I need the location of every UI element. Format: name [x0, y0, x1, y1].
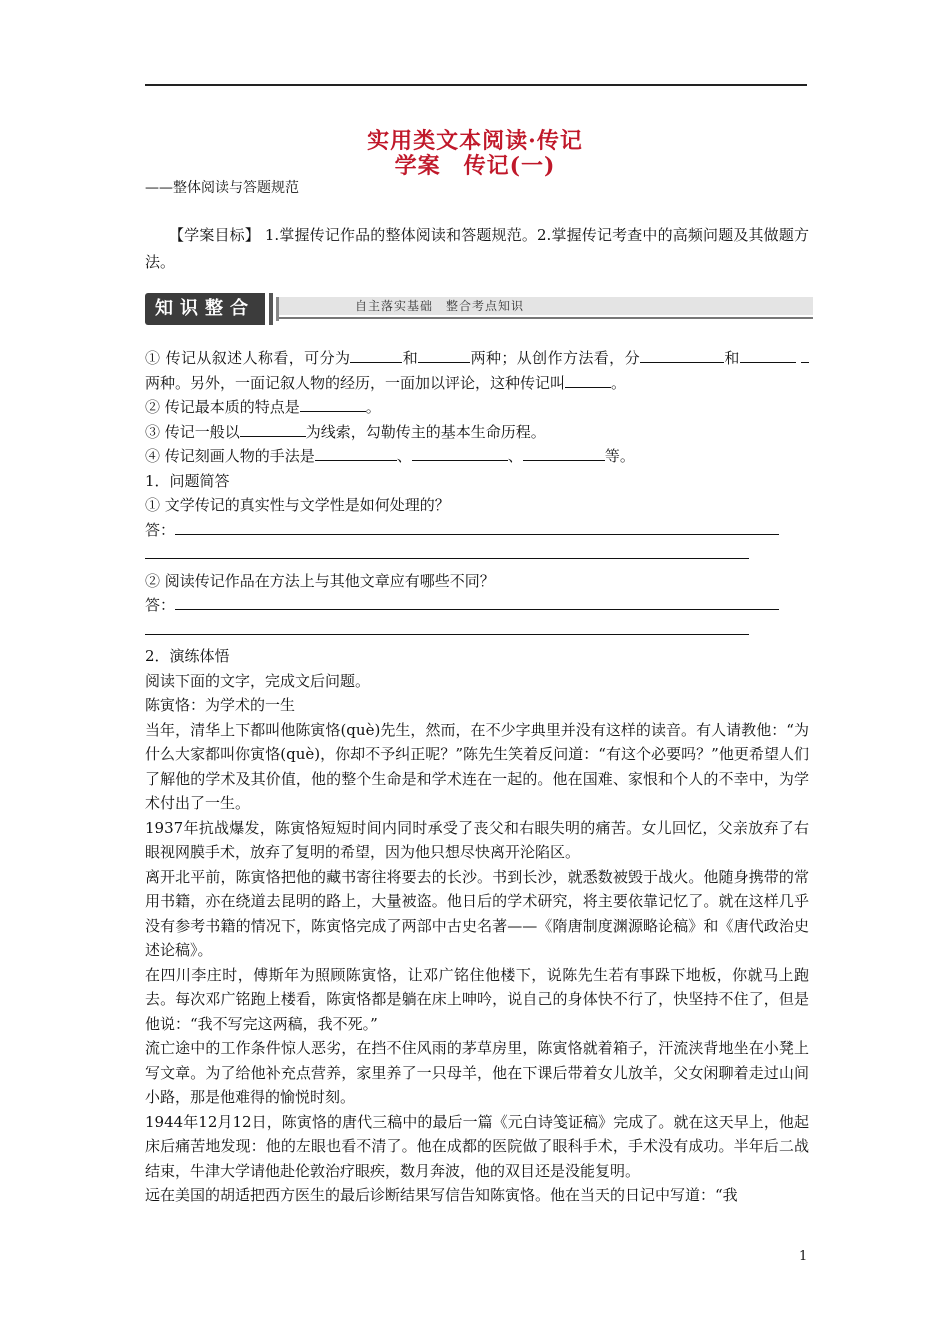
article-paragraph: 在四川李庄时，傅斯年为照顾陈寅恪，让邓广铭住他楼下，说陈先生若有事跺下地板，你就马上跑去。每次邓广铭跑上楼看，陈寅恪都是躺在床上呻吟，说自己的身体快不行了，快坚持不住了，但是他说：“我不写完这两稿，我不死。”	[145, 965, 809, 1033]
blank[interactable]	[418, 347, 470, 363]
banner-tag: 知识整合	[145, 293, 265, 325]
section-subtitle: ——整体阅读与答题规范	[145, 180, 299, 196]
fill-question-3: ③ 传记一般以 为线索，勾勒传主的基本生命历程。	[145, 422, 546, 441]
document-body	[145, 346, 809, 1208]
page-subtitle: 学案 传记(一)	[394, 153, 556, 179]
answer-line-2	[145, 542, 809, 567]
article-paragraph: 流亡途中的工作条件惊人恶劣，在挡不住风雨的茅草房里，陈寅恪就着箱子，汗流浃背地坐在小凳上写文章。为了给他补充点营养，家里养了一只母羊，他在下课后带着女儿放羊，父女闲聊着走过山间小路，那是他难得的愉悦时刻。	[145, 1039, 809, 1106]
section-1-heading: 1．问题简答	[145, 471, 230, 490]
blank[interactable]	[565, 372, 611, 388]
article-paragraph: 离开北平前，陈寅恪把他的藏书寄往将要去的长沙。书到长沙，就悉数被毁于战火。他随身携带的常用书籍，亦在绕道去昆明的路上，大量被盗。他日后的学术研究，将主要依靠记忆了。就在这样几乎没有参考书籍的情况下，陈寅恪完成了两部中古史名著——《隋唐制度渊源略论稿》和《唐代政治史述论稿》。	[145, 867, 809, 959]
answer-blank[interactable]	[145, 543, 749, 559]
goal-text: 1.掌握传记作品的整体阅读和答题规范。2.掌握传记考查中的高频问题及其做题方法。	[145, 226, 809, 271]
article-paragraph: 当年，清华上下都叫他陈寅恪(què)先生，然而，在不少字典里并没有这样的读音。有人请教他：“为什么大家都叫你寅恪(què)，你却不予纠正呢？”陈先生笑着反问道：“有这个必要吗？”他更希望人们了解他的学术及其价值，他的整个生命是和学术连在一起的。他在国难、家恨和个人的不幸中，为学术付出了一生。	[145, 720, 809, 812]
answer-blank[interactable]	[145, 619, 749, 635]
banner-tagline: 自主落实基础 整合考点知识	[355, 299, 525, 313]
blank[interactable]	[240, 421, 306, 437]
article-paragraph: 1937年抗战爆发，陈寅恪短短时间内同时承受了丧父和右眼失明的痛苦。女儿回忆，父亲放弃了右眼视网膜手术，放弃了复明的希望，因为他只想尽快离开沦陷区。	[145, 818, 809, 861]
answer-line: 答：	[145, 593, 809, 618]
page-number: 1	[799, 1249, 808, 1264]
top-rule	[145, 84, 807, 86]
fill-question-2: ② 传记最本质的特点是 。	[145, 398, 381, 416]
banner-underline	[279, 317, 813, 319]
blank[interactable]	[523, 445, 605, 461]
article-paragraph: 远在美国的胡适把西方医生的最后诊断结果写信告知陈寅恪。他在当天的日记中写道：“我	[145, 1186, 738, 1204]
blank[interactable]	[350, 347, 402, 363]
blank[interactable]	[315, 445, 397, 461]
fill-question-4: ④ 传记刻画人物的手法是 、 、 等。	[145, 447, 635, 465]
banner-divider	[269, 293, 273, 325]
answer-line-2	[145, 618, 809, 643]
page-title: 实用类文本阅读·传记	[367, 128, 583, 154]
article-paragraph: 1944年12月12日，陈寅恪的唐代三稿中的最后一篇《元白诗笺证稿》完成了。就在这天早上，他起床后痛苦地发现：他的左眼也看不清了。他在成都的医院做了眼科手术，手术没有成功。半年后二战结束，牛津大学请他赴伦敦治疗眼疾，数月奔波，他的双目还是没能复明。	[145, 1112, 809, 1180]
short-question-2: ② 阅读传记作品在方法上与其他文章应有哪些不同？	[145, 571, 495, 590]
section-2-heading: 2．演练体悟	[145, 647, 230, 665]
blank[interactable]	[740, 347, 796, 363]
fill-question-1: ① 传记从叙述人称看，可分为 和 两种；从创作方法看，分 和 两种。另外，一面记叙人物的经历，一面加以评论，这种传记叫 。	[145, 346, 809, 395]
short-question-1: ① 文学传记的真实性与文学性是如何处理的？	[145, 496, 450, 514]
instruction: 阅读下面的文字，完成文后问题。	[145, 671, 371, 690]
blank[interactable]	[412, 445, 508, 461]
answer-blank[interactable]	[175, 594, 779, 610]
answer-line: 答：	[145, 518, 809, 543]
section-banner	[145, 293, 813, 325]
learning-goal	[145, 222, 809, 276]
blank[interactable]	[640, 347, 724, 363]
article-title: 陈寅恪：为学术的一生	[145, 696, 296, 714]
blank[interactable]	[300, 396, 366, 412]
goal-label: 【学案目标】	[169, 226, 260, 244]
answer-blank[interactable]	[175, 519, 779, 535]
blank[interactable]	[801, 347, 809, 363]
